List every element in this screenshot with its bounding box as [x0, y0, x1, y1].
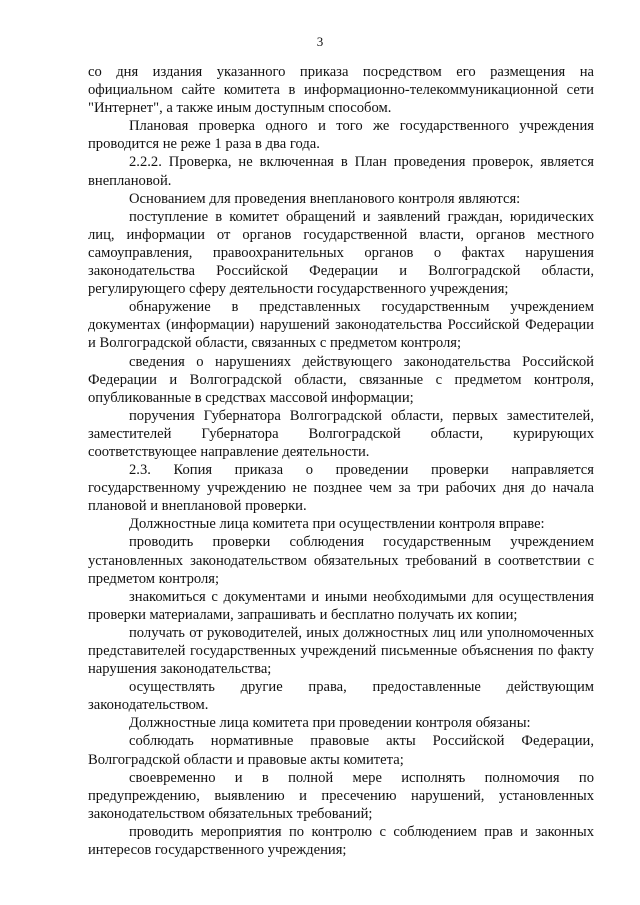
document-paragraph: проводить проверки соблюдения государственным учреждением установленных законодательством обязательных требований в соответствии с предметом контроля;	[88, 534, 594, 587]
document-paragraph: Основанием для проведения внепланового контроля являются:	[129, 190, 521, 207]
document-body	[88, 63, 594, 859]
document-paragraph: получать от руководителей, иных должностных лиц или уполномоченных представителей государственных учреждений письменные объяснения по факту нарушения законодательства;	[88, 624, 594, 678]
document-paragraph: со дня издания указанного приказа посредством его размещения на официальном сайте комитета в информационно-телекоммуникационной сети "Интернет", а также иным доступным способом.	[88, 64, 594, 117]
document-paragraph: проводить мероприятия по контролю с соблюдением прав и законных интересов государственного учреждения;	[88, 823, 594, 859]
document-paragraph: Должностные лица комитета при проведении контроля обязаны:	[129, 715, 531, 732]
document-paragraph: знакомиться с документами и иными необходимыми для осуществления проверки материалами, запрашивать и бесплатно получать их копии;	[88, 588, 594, 623]
document-paragraph: обнаружение в представленных государственным учреждением документах (информации) нарушений законодательства Российской Федерации и Волгоградской области, связанных с предметом контроля;	[88, 299, 594, 352]
document-paragraph: 2.2.2. Проверка, не включенная в План проведения проверок, является внеплановой.	[88, 154, 594, 189]
document-paragraph: сведения о нарушениях действующего законодательства Российской Федерации и Волгоградской области, связанные с предметом контроля, опубликованные в средствах массовой информации;	[88, 353, 594, 406]
document-paragraph: Должностные лица комитета при осуществлении контроля вправе:	[129, 516, 545, 533]
document-paragraph: поручения Губернатора Волгоградской области, первых заместителей, заместителей Губернатора Волгоградской области, курирующих соответствующее направление деятельности.	[88, 407, 594, 460]
document-paragraph: поступление в комитет обращений и заявлений граждан, юридических лиц, информации от органов государственной власти, органов местного самоуправления, правоохранительных органов о фактах нарушения законодательства Российской Федерации и Волгоградской области, регулирующего сферу деятельности государственного учреждения;	[88, 208, 594, 298]
document-paragraph: своевременно и в полной мере исполнять полномочия по предупреждению, выявлению и пресечению нарушений, установленных законодательством обязательных требований;	[88, 769, 594, 822]
document-paragraph: Плановая проверка одного и того же государственного учреждения проводится не реже 1 раза в два года.	[88, 118, 594, 153]
page-number: 3	[316, 34, 324, 49]
document-paragraph: соблюдать нормативные правовые акты Российской Федерации, Волгоградской области и правовые акты комитета;	[88, 733, 594, 768]
document-paragraph: осуществлять другие права, предоставленные действующим законодательством.	[88, 679, 594, 714]
document-paragraph: 2.3. Копия приказа о проведении проверки направляется государственному учреждению не позднее чем за три рабочих дня до начала плановой и внеплановой проверки.	[88, 462, 594, 515]
